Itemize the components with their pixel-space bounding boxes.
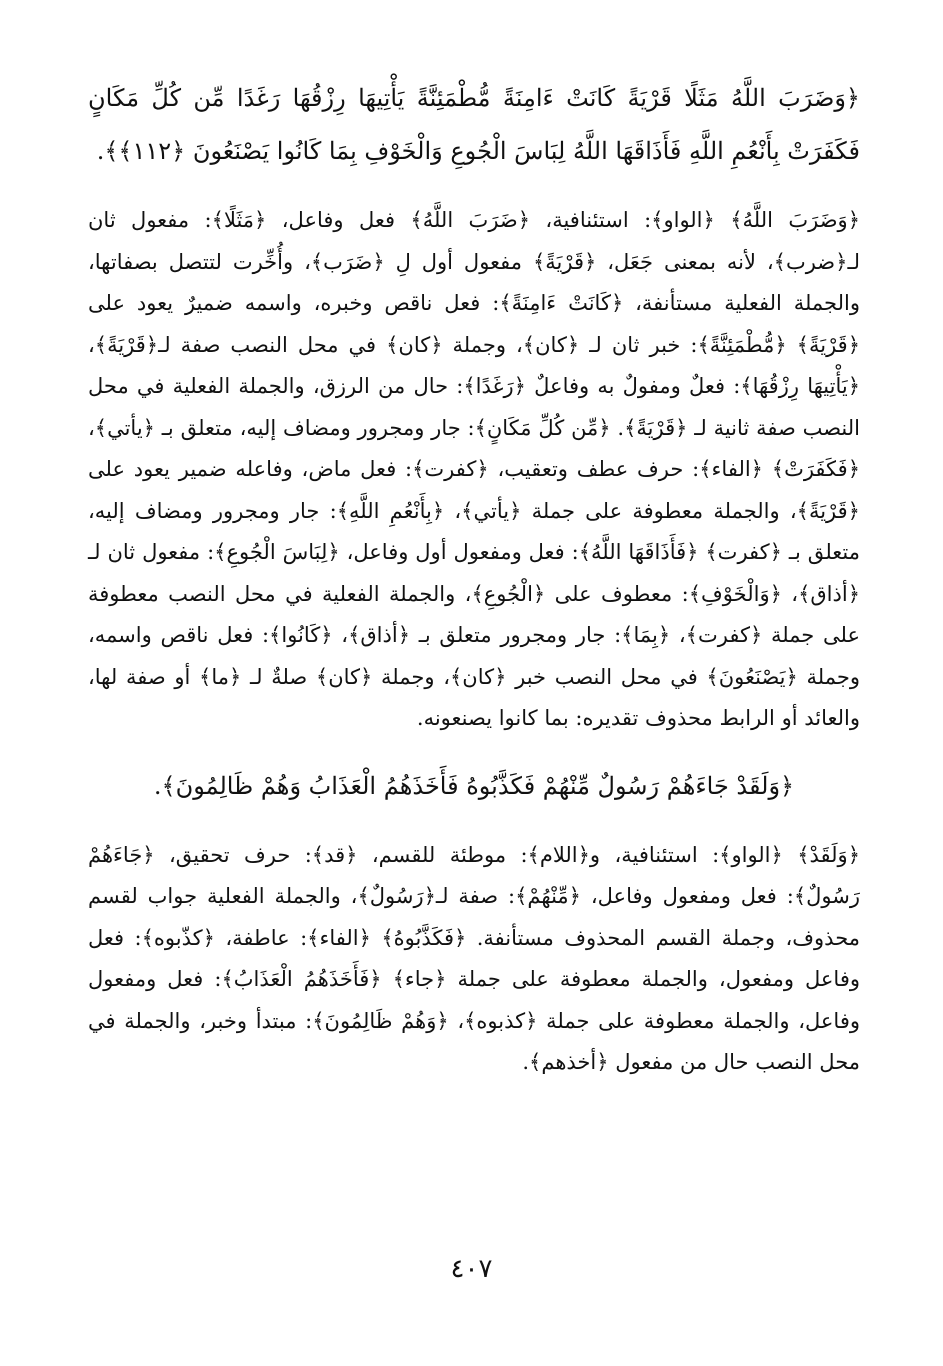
quran-verse-112: ﴿وَضَرَبَ اللَّهُ مَثَلًا قَرْيَةً كَانَتْ ءَامِنَةً مُّطْمَئِنَّةً يَأْتِيهَا رِزْقُهَا رَغَدًا مِّن كُلِّ مَكَانٍ فَكَفَرَتْ بِأَنْعُمِ اللَّهِ فَأَذَاقَهَا اللَّهُ لِبَاسَ الْجُوعِ وَالْخَوْفِ بِمَا كَانُوا يَصْنَعُونَ ﴿١١٢﴾﴾.	[88, 84, 860, 165]
grammar-analysis-112: ﴿وَضَرَبَ اللَّهُ﴾ ﴿الواو﴾: استئنافية، ﴿ضَرَبَ اللَّهُ﴾ فعل وفاعل، ﴿مَثَلًا﴾: مفعول ثان لـ﴿ضرب﴾، لأنه بمعنى جَعَل، ﴿قَرْيَةً﴾ مفعول أول لِ ﴿ضَرَب﴾، وأُخِّرت لتتصل بصفاتها، والجملة الفعلية مستأنفة، ﴿كَانَتْ ءَامِنَةً﴾: فعل ناقص وخبره، واسمه ضميرٌ يعود على ﴿قَرْيَةً﴾ ﴿مُّطْمَئِنَّةً﴾: خبر ثان لـ ﴿كان﴾، وجملة ﴿كان﴾ في محل النصب صفة لـ﴿قَرْيَةً﴾، ﴿يَأْتِيهَا رِزْقُهَا﴾: فعلٌ ومفولٌ به وفاعلٌ ﴿رَغَدًا﴾: حال من الرزق، والجملة الفعلية في محل النصب صفة ثانية لـ ﴿قَرْيَةً﴾. ﴿مِّن كُلِّ مَكَانٍ﴾: جار ومجرور ومضاف إليه، متعلق بـ ﴿يأتي﴾، ﴿فَكَفَرَتْ﴾ ﴿الفاء﴾: حرف عطف وتعقيب، ﴿كفرت﴾: فعل ماض، وفاعله ضمير يعود على ﴿قَرْيَةً﴾، والجملة معطوفة على جملة ﴿يأتي﴾، ﴿بِأَنْعُمِ اللَّهِ﴾: جار ومجرور ومضاف إليه، متعلق بـ ﴿كفرت﴾ ﴿فَأَذَاقَهَا اللَّهُ﴾: فعل ومفعول أول وفاعل، ﴿لِبَاسَ الْجُوعِ﴾: مفعول ثان لـ ﴿أذاق﴾، ﴿وَالْخَوْفِ﴾: معطوف على ﴿الْجُوعِ﴾، والجملة الفعلية في محل النصب معطوفة على جملة ﴿كفرت﴾، ﴿بِمَا﴾: جار ومجرور متعلق بـ ﴿أذاق﴾، ﴿كَانُوا﴾: فعل ناقص واسمه، وجملة ﴿يَصْنَعُونَ﴾ في محل النصب خبر ﴿كان﴾، وجملة ﴿كان﴾ صلةٌ لـ ﴿ما﴾ أو صفة لها، والعائد أو الرابط محذوف تقديره: بما كانوا يصنعونه.	[88, 208, 860, 730]
spacer	[88, 813, 860, 835]
page-body	[88, 72, 860, 1084]
spacer	[88, 178, 860, 200]
grammar-analysis-113: ﴿وَلَقَدْ﴾ ﴿الواو﴾: استئنافية، و﴿اللام﴾: موطئة للقسم، ﴿قد﴾: حرف تحقيق، ﴿جَاءَهُمْ رَسُولٌ﴾: فعل ومفعول وفاعل، ﴿مِّنْهُمْ﴾: صفة لـ﴿رَسُولٌ﴾، والجملة الفعلية جواب لقسم محذوف، وجملة القسم المحذوف مستأنفة. ﴿فَكَذَّبُوهُ﴾ ﴿الفاء﴾: عاطفة، ﴿كذّبوه﴾: فعل وفاعل ومفعول، والجملة معطوفة على جملة ﴿جاء﴾ ﴿فَأَخَذَهُمُ الْعَذَابُ﴾: فعل ومفعول وفاعل، والجملة معطوفة على جملة ﴿كذبوه﴾، ﴿وَهُمْ ظَالِمُونَ﴾: مبتدأ وخبر، والجملة في محل النصب حال من مفعول ﴿أخذهم﴾.	[88, 842, 860, 1074]
page-number: ٤٠٧	[450, 1254, 493, 1284]
spacer	[88, 740, 860, 760]
quran-verse-113: ﴿وَلَقَدْ جَاءَهُمْ رَسُولٌ مِّنْهُمْ فَكَذَّبُوهُ فَأَخَذَهُمُ الْعَذَابُ وَهُمْ ظَالِمُونَ﴾.	[153, 771, 795, 800]
